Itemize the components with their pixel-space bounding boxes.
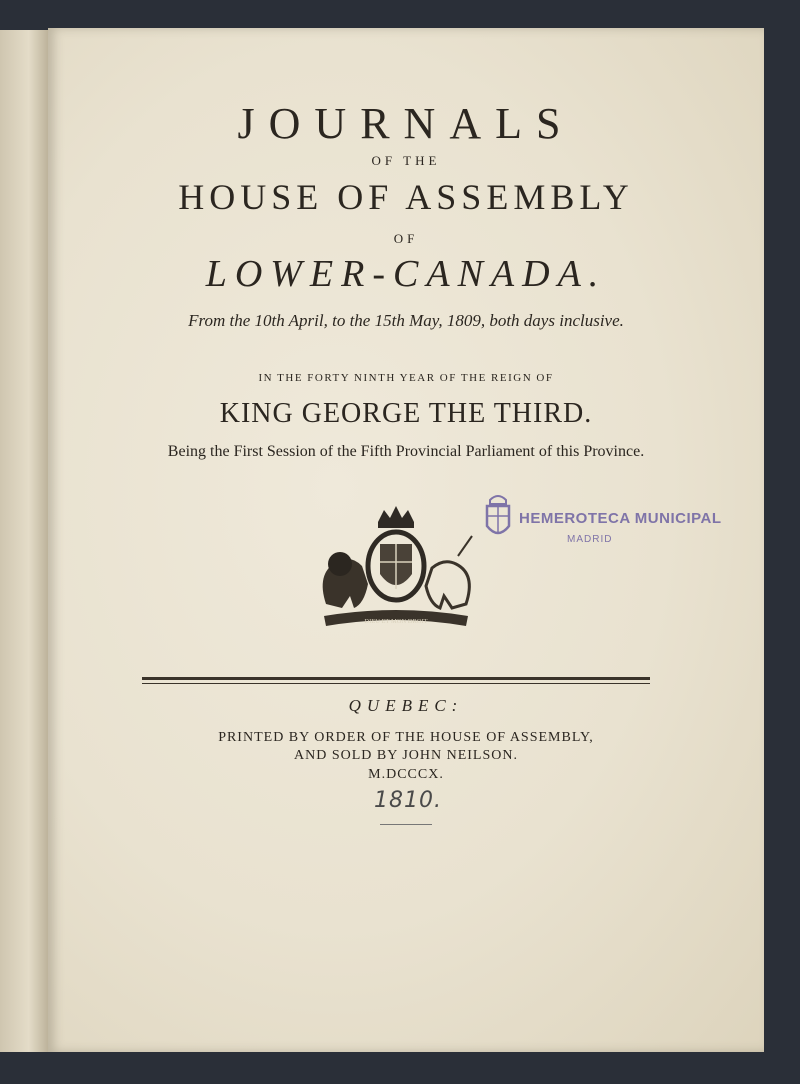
imprint-sold-by: AND SOLD BY JOHN NEILSON.: [294, 748, 518, 763]
imprint-place: QUEBEC:: [348, 696, 464, 715]
stamp-line-2: MADRID: [567, 534, 613, 545]
title-of-the: OF THE: [371, 153, 441, 168]
royal-coat-of-arms-icon: [306, 504, 486, 634]
crest-icon: [481, 490, 515, 544]
title-house-of-assembly: HOUSE OF ASSEMBLY: [178, 177, 634, 217]
handwritten-year: 1810.: [374, 788, 442, 813]
title-journals: JOURNALS: [237, 99, 575, 148]
title-page: [48, 28, 764, 1052]
imprint-year: M.DCCCX.: [368, 767, 444, 782]
imprint-printed-by: PRINTED BY ORDER OF THE HOUSE OF ASSEMBLY,: [218, 730, 594, 745]
coat-motto: DIEU ET MON DROIT: [364, 618, 428, 625]
session-description: Being the First Session of the Fifth Provincial Parliament of this Province.: [167, 443, 645, 460]
title-lower-canada: LOWER-CANADA.: [205, 253, 607, 295]
reign-line: IN THE FORTY NINTH YEAR OF THE REIGN OF: [258, 372, 554, 384]
book-edge: [0, 30, 50, 1052]
divider-thin: [142, 683, 650, 684]
session-dates: From the 10th April, to the 15th May, 1809, both days inclusive.: [188, 311, 624, 330]
stamp-line-1: HEMEROTECA MUNICIPAL: [519, 510, 722, 527]
king-name: KING GEORGE THE THIRD.: [219, 398, 593, 429]
handwritten-underline: [380, 824, 432, 825]
divider-thick: [142, 677, 650, 680]
library-stamp: [481, 490, 722, 550]
title-of: OF: [393, 231, 419, 246]
